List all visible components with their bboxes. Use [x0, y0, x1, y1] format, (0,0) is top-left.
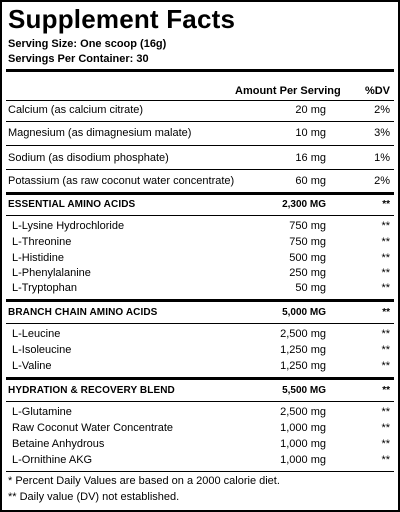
ingredient-row: [6, 359, 394, 374]
divider: [6, 121, 394, 122]
divider: [6, 145, 394, 146]
section-name: ESSENTIAL AMINO ACIDS: [8, 199, 136, 210]
ingredient-amount: 50 mg: [295, 282, 326, 294]
ingredient-amount: 1,250 mg: [280, 344, 326, 356]
ingredient-dv: **: [381, 236, 390, 248]
section-name: BRANCH CHAIN AMINO ACIDS: [8, 307, 158, 318]
serving-size: Serving Size: One scoop (16g): [8, 38, 167, 50]
ingredient-dv: **: [381, 282, 390, 294]
section-amount: 5,500 MG: [282, 385, 326, 396]
ingredient-name: L-Ornithine AKG: [12, 454, 93, 466]
nutrient-amount: 10 mg: [295, 127, 326, 139]
nutrient-name: Sodium (as disodium phosphate): [8, 152, 169, 164]
section-name: HYDRATION & RECOVERY BLEND: [8, 385, 175, 396]
ingredient-amount: 1,000 mg: [280, 422, 326, 434]
ingredient-amount: 2,500 mg: [280, 406, 326, 418]
ingredient-name: L-Threonine: [12, 236, 72, 248]
ingredient-name: L-Lysine Hydrochloride: [12, 220, 125, 232]
ingredient-dv: **: [381, 406, 390, 418]
section-amount: 5,000 MG: [282, 307, 326, 318]
nutrient-dv: 2%: [374, 175, 390, 187]
ingredient-row: [6, 281, 394, 296]
ingredient-dv: **: [381, 328, 390, 340]
ingredient-row: [6, 437, 394, 452]
ingredient-dv: **: [381, 454, 390, 466]
ingredient-row: [6, 327, 394, 342]
ingredient-dv: **: [381, 422, 390, 434]
section-dv: **: [382, 307, 390, 318]
ingredient-name: Raw Coconut Water Concentrate: [12, 422, 173, 434]
ingredient-name: L-Tryptophan: [12, 282, 78, 294]
section-header-row: [6, 305, 394, 320]
nutrient-dv: 3%: [374, 127, 390, 139]
divider: [6, 192, 394, 195]
footnote: * Percent Daily Values are based on a 2000 calorie diet.: [8, 475, 280, 487]
ingredient-amount: 1,000 mg: [280, 454, 326, 466]
ingredient-amount: 250 mg: [289, 267, 326, 279]
divider: [6, 377, 394, 380]
ingredient-amount: 750 mg: [289, 236, 326, 248]
ingredient-name: L-Leucine: [12, 328, 61, 340]
nutrient-name: Calcium (as calcium citrate): [8, 104, 144, 116]
servings-per-container: Servings Per Container: 30: [8, 53, 149, 65]
panel-title: Supplement Facts: [8, 4, 236, 34]
ingredient-name: L-Phenylalanine: [12, 267, 91, 279]
ingredient-name: L-Glutamine: [12, 406, 72, 418]
ingredient-amount: 500 mg: [289, 252, 326, 264]
ingredient-row: [6, 453, 394, 468]
ingredient-name: L-Histidine: [12, 252, 64, 264]
ingredient-amount: 750 mg: [289, 220, 326, 232]
nutrient-name: Potassium (as raw coconut water concentrate): [8, 175, 235, 187]
divider: [6, 299, 394, 302]
divider: [6, 100, 394, 101]
nutrient-amount: 20 mg: [295, 104, 326, 116]
ingredient-row: [6, 235, 394, 250]
section-dv: **: [382, 385, 390, 396]
divider: [6, 471, 394, 472]
ingredient-row: [6, 343, 394, 358]
ingredient-dv: **: [381, 252, 390, 264]
ingredient-dv: **: [381, 344, 390, 356]
footnote: ** Daily value (DV) not established.: [8, 491, 180, 503]
nutrient-row: [6, 151, 394, 166]
divider: [6, 401, 394, 402]
divider: [6, 323, 394, 324]
divider: [6, 215, 394, 216]
ingredient-row: [6, 251, 394, 266]
ingredient-dv: **: [381, 267, 390, 279]
ingredient-dv: **: [381, 360, 390, 372]
nutrient-row: [6, 174, 394, 189]
nutrient-dv: 1%: [374, 152, 390, 164]
section-amount: 2,300 MG: [282, 199, 326, 210]
dv-column-header: %DV: [364, 85, 390, 97]
ingredient-row: [6, 421, 394, 436]
section-header-row: [6, 383, 394, 398]
ingredient-name: L-Isoleucine: [12, 344, 72, 356]
nutrient-amount: 60 mg: [295, 175, 326, 187]
ingredient-amount: 1,250 mg: [280, 360, 326, 372]
nutrient-name: Magnesium (as dimagnesium malate): [8, 127, 192, 139]
divider: [6, 169, 394, 170]
ingredient-name: Betaine Anhydrous: [12, 438, 105, 450]
divider: [6, 69, 394, 72]
ingredient-dv: **: [381, 438, 390, 450]
ingredient-dv: **: [381, 220, 390, 232]
ingredient-amount: 1,000 mg: [280, 438, 326, 450]
ingredient-row: [6, 405, 394, 420]
ingredient-row: [6, 266, 394, 281]
amount-column-header: Amount Per Serving: [235, 85, 341, 97]
nutrient-row: [6, 103, 394, 118]
nutrient-dv: 2%: [374, 104, 390, 116]
section-dv: **: [382, 199, 390, 210]
nutrient-amount: 16 mg: [295, 152, 326, 164]
section-header-row: [6, 197, 394, 212]
ingredient-name: L-Valine: [12, 360, 52, 372]
nutrient-row: [6, 126, 394, 141]
ingredient-amount: 2,500 mg: [280, 328, 326, 340]
ingredient-row: [6, 219, 394, 234]
